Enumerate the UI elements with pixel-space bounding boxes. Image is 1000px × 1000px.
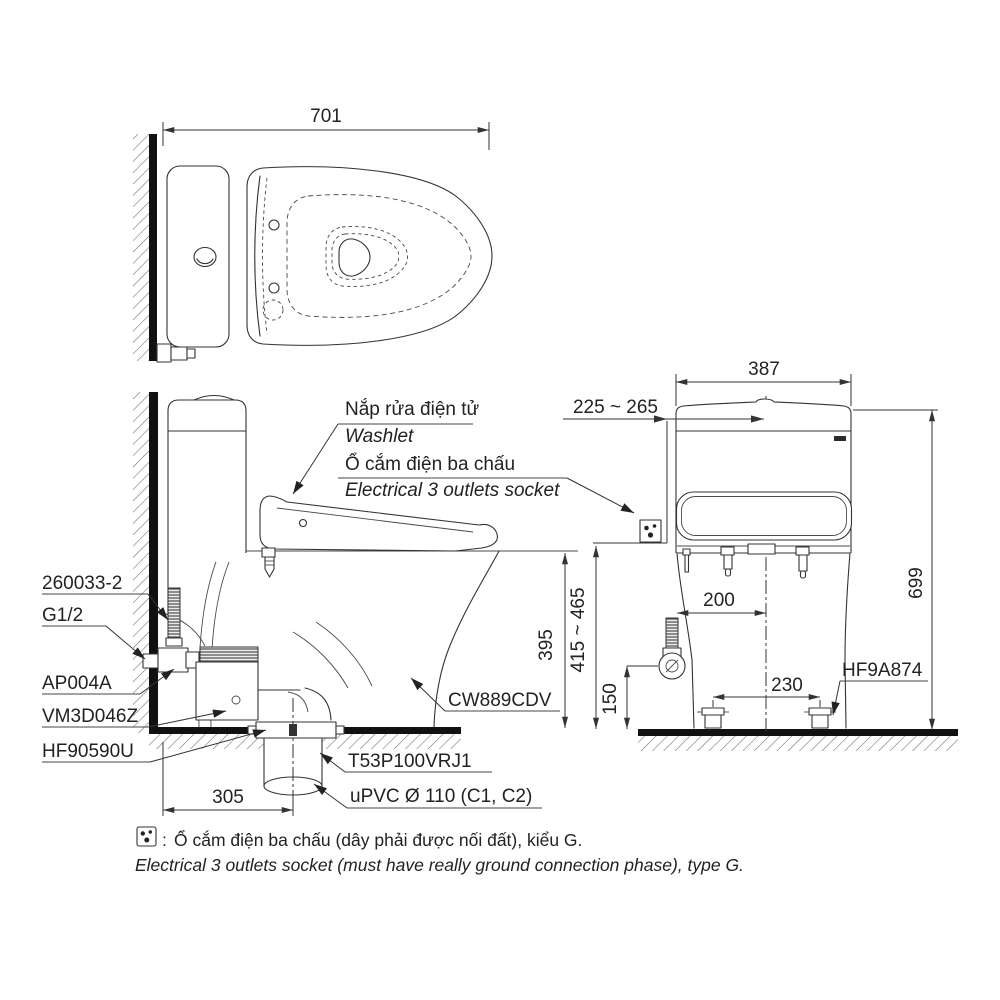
floor-section (638, 729, 958, 736)
part-260033-2: 260033-2 (42, 573, 123, 594)
part-hf90590u: HF90590U (42, 741, 134, 762)
dim-200-label: 200 (703, 590, 735, 611)
part-cw889cdv: CW889CDV (448, 690, 552, 711)
legend (135, 827, 744, 875)
dim-699-label: 699 (906, 567, 927, 599)
dim-225-265-label: 225 ~ 265 (572, 397, 658, 418)
front-view (563, 359, 958, 751)
wall-hatching (133, 134, 149, 361)
cistern-top (167, 166, 229, 347)
wall-hatching (133, 392, 149, 733)
washlet-label-en: Washlet (345, 426, 414, 447)
drain-pipe-assembly (248, 698, 344, 802)
label-socket (338, 453, 634, 513)
wall-section (149, 134, 157, 361)
socket-box (593, 421, 667, 543)
bowl-front-body (677, 553, 850, 728)
part-upvc: uPVC Ø 110 (C1, C2) (350, 786, 533, 807)
dim-supply-offset (677, 590, 766, 613)
part-t53p100vrj1: T53P100VRJ1 (348, 751, 472, 772)
side-view (42, 392, 634, 816)
label-bolt-cap (833, 660, 928, 715)
legend-line2-en: Electrical 3 outlets socket (must have really ground connection phase), type G. (135, 855, 744, 875)
part-g12: G1/2 (42, 605, 84, 626)
dim-150-label: 150 (600, 683, 621, 715)
washlet-seat-side (260, 496, 497, 577)
label-inlet-thread (42, 605, 145, 659)
floor-hatching (638, 736, 958, 751)
dim-top-width (163, 106, 489, 150)
label-bowl-code (411, 678, 560, 711)
part-vm3d046z: VM3D046Z (42, 706, 139, 727)
brand-logo-mark (834, 436, 846, 441)
socket-label-vi: Ổ cắm điện ba chấu (345, 454, 516, 475)
supply-inlet-front (659, 618, 685, 679)
dim-415-465-label: 415 ~ 465 (568, 587, 589, 673)
top-view (133, 106, 492, 362)
legend-colon: : (162, 830, 167, 850)
dim-230-label: 230 (771, 675, 803, 696)
dim-387-label: 387 (748, 359, 780, 380)
dim-total-height (853, 410, 938, 730)
dim-305-label: 305 (212, 787, 244, 808)
legend-line1-vi: Ổ cắm điện ba chấu (dây phải được nối đất), kiểu G. (174, 830, 583, 850)
part-hf9a874: HF9A874 (842, 660, 923, 681)
trapway-connector (196, 647, 331, 720)
dim-395-label: 395 (536, 629, 557, 661)
socket-legend-icon (137, 827, 156, 846)
dim-supply-height (600, 666, 658, 729)
dim-seat-height-range (568, 546, 596, 729)
socket-label-en: Electrical 3 outlets socket (345, 480, 560, 501)
dim-701-label: 701 (310, 106, 342, 127)
label-drain-pipe (314, 784, 542, 808)
seat-lid-top (247, 167, 492, 346)
washlet-seat-front (677, 492, 852, 578)
part-ap004a: AP004A (42, 673, 112, 694)
washlet-label-vi: Nắp rửa điện tử (345, 399, 480, 420)
label-outlet-socket (320, 751, 492, 772)
